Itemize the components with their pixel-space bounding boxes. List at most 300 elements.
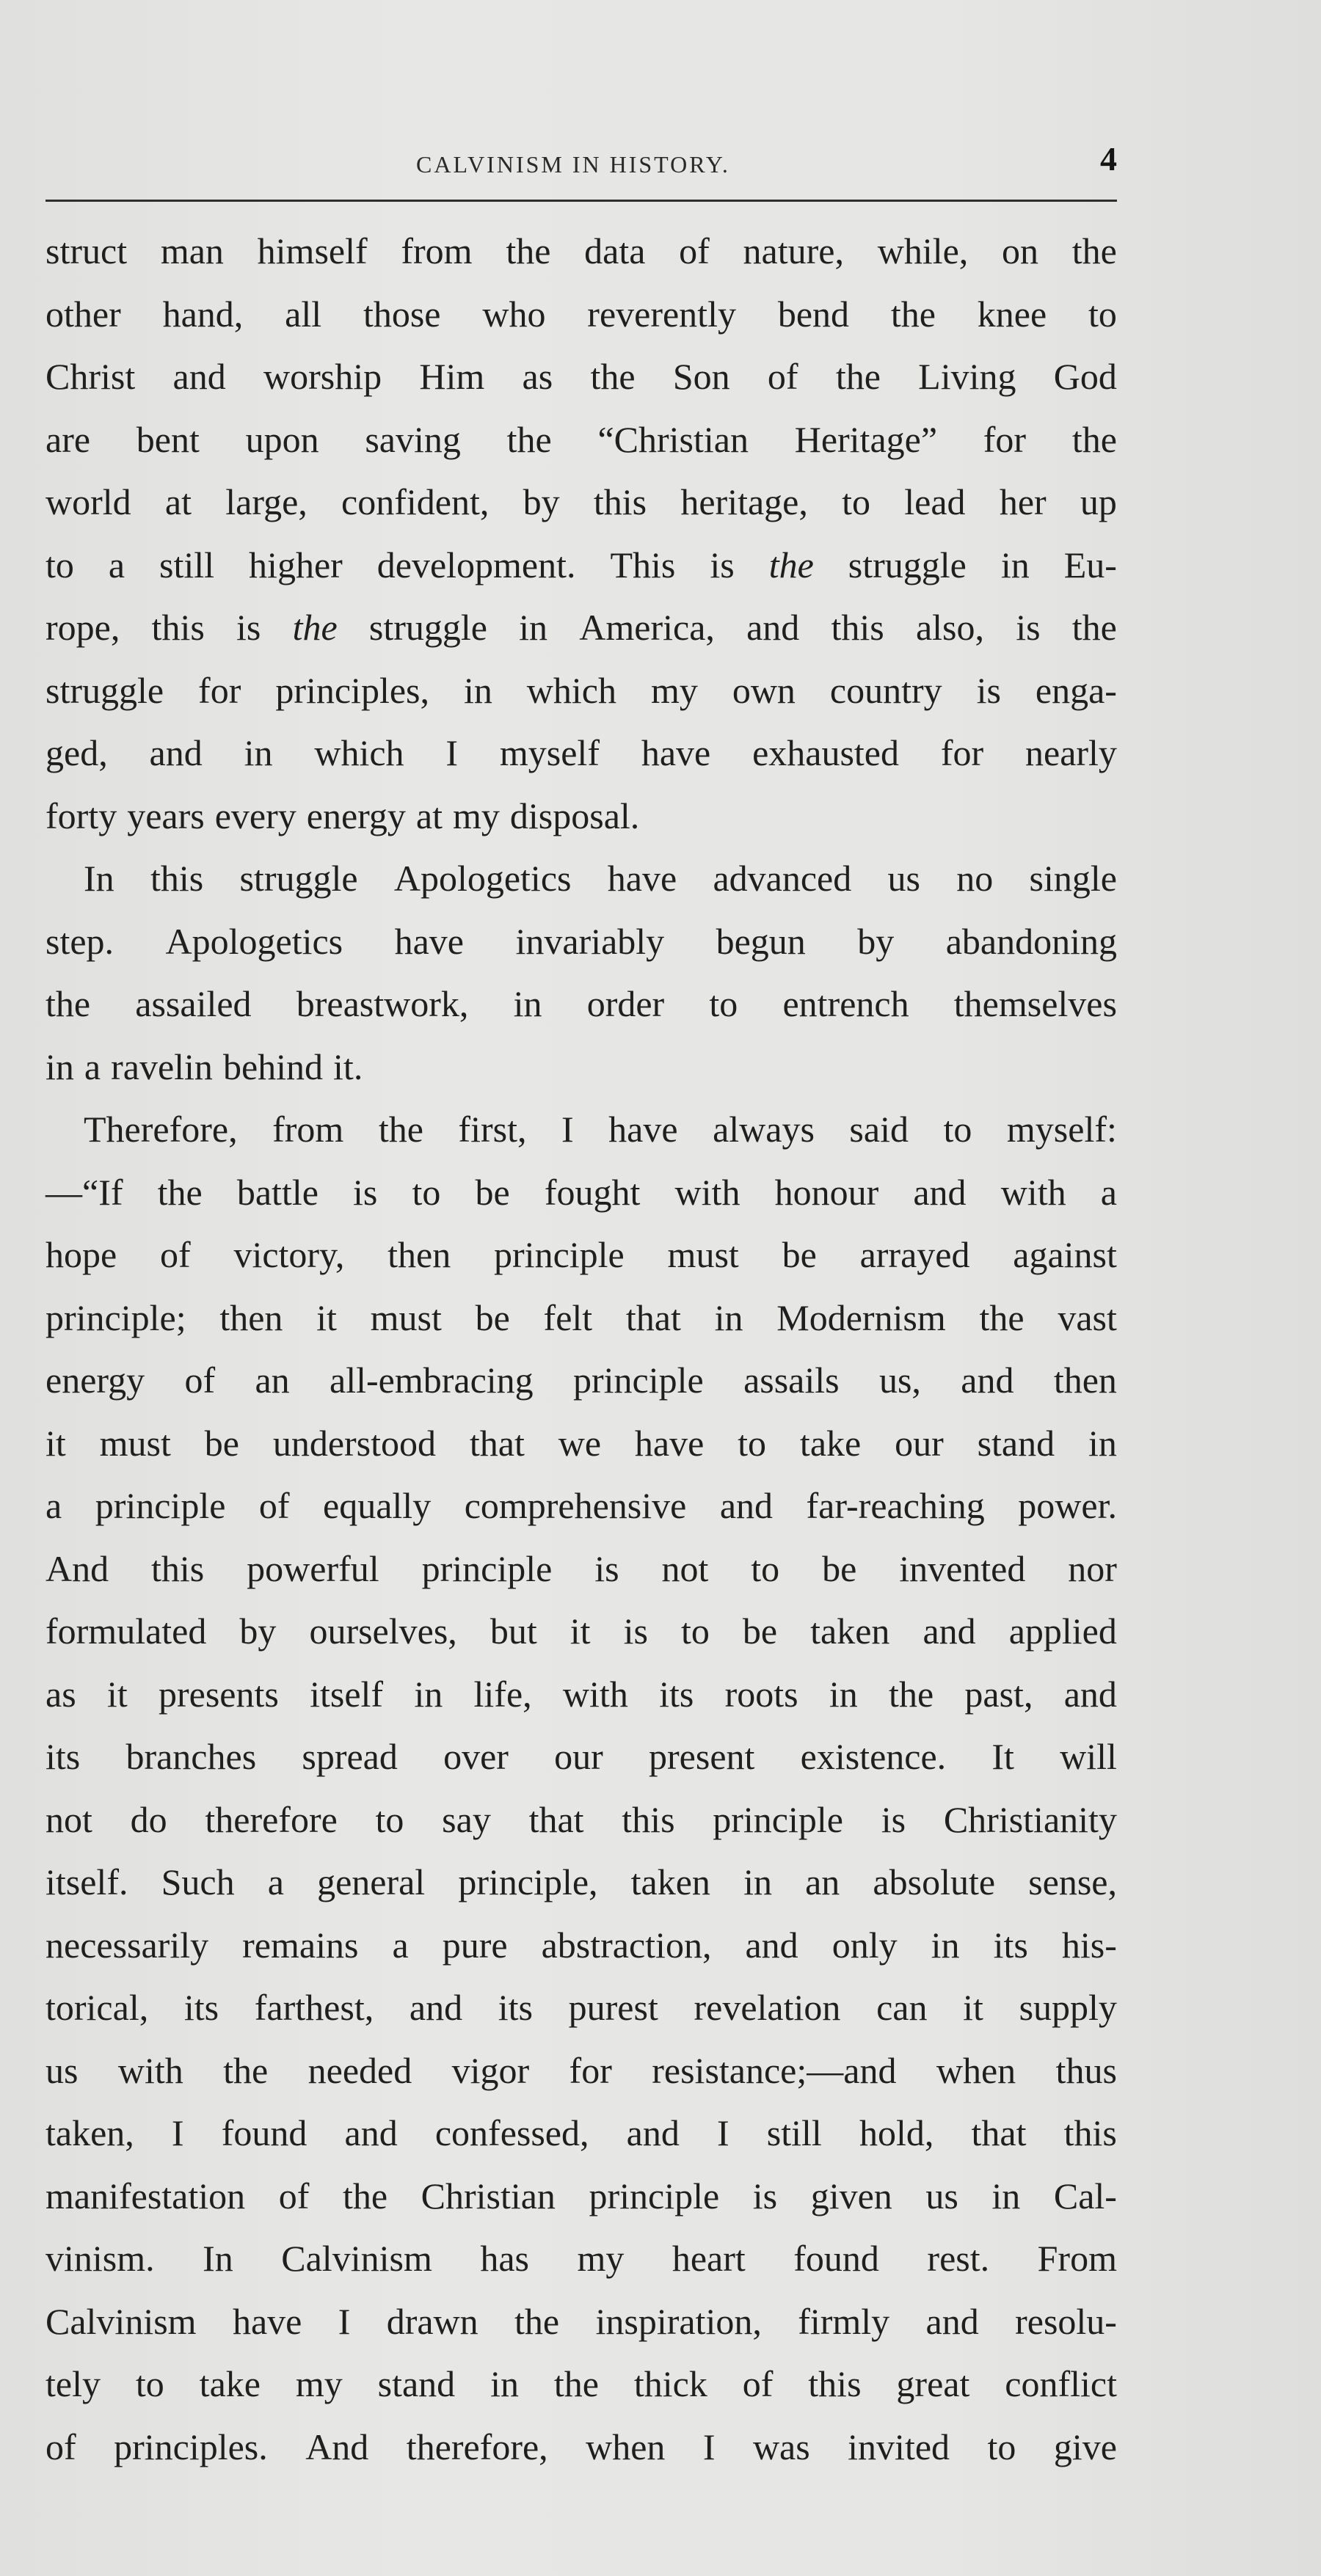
text-line [46, 596, 1117, 660]
word: was [752, 2426, 810, 2467]
word: then [219, 1296, 283, 1338]
word: understood [272, 1422, 437, 1464]
word: not [661, 1547, 709, 1589]
word: resolu- [1015, 2300, 1117, 2342]
word: Christ [46, 356, 136, 397]
word: supply [1019, 1987, 1117, 2028]
word: its [659, 1673, 694, 1715]
page-header [46, 139, 1117, 198]
word: abandoning [945, 920, 1117, 962]
word: it [569, 1610, 591, 1652]
word: taken, [46, 2112, 134, 2153]
word: pure [442, 1924, 508, 1966]
text-line [46, 471, 1117, 534]
word: a [108, 544, 125, 585]
text-line [46, 1475, 1117, 1538]
text-line [46, 785, 1117, 848]
word: no [956, 858, 994, 899]
word: firmly [798, 2300, 890, 2342]
text-line [46, 1036, 1117, 1099]
word: those [363, 293, 441, 335]
word: disposal. [509, 795, 640, 836]
word: general [317, 1861, 426, 1902]
word: to [987, 2426, 1016, 2467]
word: it [963, 1987, 983, 2028]
word: ravelin [111, 1046, 213, 1087]
word: always [713, 1109, 815, 1150]
word: in [829, 1673, 858, 1715]
word: are [46, 418, 91, 460]
text-line [46, 2227, 1117, 2291]
word: exhausted [752, 732, 899, 773]
word: that [469, 1422, 525, 1464]
word: my [650, 669, 698, 711]
word: is [236, 607, 261, 648]
word: can [876, 1987, 928, 2028]
word: which [526, 669, 616, 711]
word: Eu- [1063, 544, 1117, 585]
word: will [1060, 1736, 1117, 1777]
text-line [46, 660, 1117, 723]
word: And [46, 1547, 109, 1589]
text-line [46, 1412, 1117, 1475]
word: its [46, 1736, 81, 1777]
word: we [558, 1422, 602, 1464]
body-text [46, 220, 1117, 2478]
running-head: CALVINISM IN HISTORY. [416, 151, 730, 178]
word: formulated [46, 1610, 207, 1652]
word: principle, [458, 1861, 598, 1902]
word: energy [306, 795, 406, 836]
word: that [528, 1798, 584, 1840]
text-line [46, 220, 1117, 283]
word: heritage, [680, 481, 808, 522]
word: it [46, 1422, 66, 1464]
word: to [709, 983, 738, 1024]
word: enga- [1035, 669, 1117, 711]
word: a [267, 1861, 284, 1902]
text-line [46, 1851, 1117, 1914]
word: her [999, 481, 1047, 522]
text-line [46, 1287, 1117, 1350]
word: against [1013, 1234, 1117, 1275]
word: in [463, 669, 492, 711]
word: absolute [873, 1861, 996, 1902]
text-line [46, 409, 1117, 472]
word: this [808, 2363, 862, 2404]
word: the [292, 607, 338, 648]
word: Therefore, [84, 1109, 238, 1150]
text-line [46, 2040, 1117, 2103]
word: confessed, [434, 2112, 589, 2153]
word: principle [494, 1234, 625, 1275]
word: as [46, 1673, 76, 1715]
word: an [255, 1360, 290, 1401]
word: in [244, 732, 273, 773]
word: in [519, 607, 548, 648]
word: equally [323, 1485, 432, 1526]
word: not [46, 1798, 92, 1840]
word: take [199, 2363, 261, 2404]
word: honour [774, 1171, 879, 1213]
word: the [342, 2175, 388, 2216]
word: and [745, 1924, 798, 1966]
word: at [415, 795, 443, 836]
text-line [46, 1914, 1117, 1977]
word: given [810, 2175, 892, 2216]
word: itself [310, 1673, 384, 1715]
word: the [835, 356, 881, 397]
word: of [160, 1234, 191, 1275]
word: conflict [1005, 2363, 1117, 2404]
word: on [1002, 230, 1039, 271]
word: and [409, 1987, 463, 2028]
word: of [767, 356, 798, 397]
word: development. [376, 544, 576, 585]
word: hold, [859, 2112, 934, 2153]
word: vigor [451, 2049, 530, 2091]
word: to [842, 481, 871, 522]
word: to [375, 1798, 404, 1840]
word: the [590, 356, 636, 397]
word: worship [263, 356, 382, 397]
word: and [746, 607, 800, 648]
word: first, [458, 1109, 527, 1150]
word: the [223, 2049, 269, 2091]
word: stand [377, 2363, 456, 2404]
word: is [710, 544, 735, 585]
word: manifestation [46, 2175, 246, 2216]
word: it. [333, 1046, 363, 1087]
word: nearly [1025, 732, 1117, 773]
word: Calvinism [281, 2238, 432, 2279]
word: the [378, 1109, 423, 1150]
word: when [936, 2049, 1016, 2091]
word: to [135, 2363, 164, 2404]
text-line [46, 1600, 1117, 1663]
word: this [593, 481, 647, 522]
word: the [506, 230, 551, 271]
word: in [714, 1296, 743, 1338]
word: of [742, 2363, 774, 2404]
word: the [1071, 607, 1117, 648]
word: struct [46, 230, 128, 271]
word: forty [46, 795, 117, 836]
word: struggle [46, 669, 164, 711]
word: knee [977, 293, 1047, 335]
word: inspiration, [595, 2300, 762, 2342]
word: this [622, 1798, 675, 1840]
text-line [46, 1538, 1117, 1601]
word: the [890, 293, 936, 335]
word: reverently [587, 293, 736, 335]
word: myself: [1006, 1109, 1117, 1150]
word: be [475, 1296, 510, 1338]
word: ged, [46, 732, 108, 773]
word: invented [899, 1547, 1026, 1589]
word: in [513, 983, 542, 1024]
word: be [742, 1610, 778, 1652]
word: is [623, 1610, 648, 1652]
word: the [979, 1296, 1025, 1338]
word: taken [810, 1610, 890, 1652]
word: this [831, 607, 884, 648]
word: be [475, 1171, 510, 1213]
word: purest [568, 1987, 658, 2028]
word: to [46, 544, 74, 585]
word: for [569, 2049, 612, 2091]
word: assails [743, 1360, 840, 1401]
word: be [782, 1234, 817, 1275]
word: therefore, [406, 2426, 548, 2467]
word: an [805, 1861, 840, 1902]
page-number: 4 [1100, 140, 1117, 178]
word: say [442, 1798, 491, 1840]
word: I [445, 732, 459, 773]
word: It [991, 1736, 1014, 1777]
word: arrayed [859, 1234, 970, 1275]
word: a [1100, 1171, 1117, 1213]
word: in [46, 1046, 74, 1087]
word: have [232, 2300, 302, 2342]
word: country [829, 669, 942, 711]
word: its [993, 1924, 1028, 1966]
word: in [414, 1673, 443, 1715]
word: resistance;—and [652, 2049, 897, 2091]
word: Christianity [943, 1798, 1117, 1840]
word: us [46, 2049, 79, 2091]
word: life, [473, 1673, 532, 1715]
word: as [522, 356, 553, 397]
word: all [285, 293, 322, 335]
word: energy [46, 1360, 145, 1401]
word: taken [630, 1861, 710, 1902]
word: is [594, 1547, 619, 1589]
word: existence. [800, 1736, 947, 1777]
word: his- [1061, 1924, 1117, 1966]
word: our [895, 1422, 944, 1464]
word: of [679, 230, 710, 271]
word: applied [1008, 1610, 1117, 1652]
word: drawn [386, 2300, 478, 2342]
word: for [198, 669, 241, 711]
word: saving [365, 418, 461, 460]
word: have [608, 1109, 678, 1150]
word: the [157, 1171, 203, 1213]
word: In [84, 858, 114, 899]
text-line [46, 1161, 1117, 1225]
word: while, [877, 230, 969, 271]
word: and [626, 2112, 680, 2153]
word: presents [158, 1673, 279, 1715]
word: that [971, 2112, 1027, 2153]
text-line [46, 1098, 1117, 1161]
word: with [674, 1171, 740, 1213]
word: powerful [247, 1547, 379, 1589]
word: the [553, 2363, 599, 2404]
word: the [46, 983, 91, 1024]
word: our [554, 1736, 603, 1777]
word: us [887, 858, 920, 899]
word: Cal- [1053, 2175, 1117, 2216]
word: behind [222, 1046, 324, 1087]
word: nature, [743, 230, 844, 271]
text-line [46, 722, 1117, 785]
word: present [649, 1736, 755, 1777]
word: rest. [927, 2238, 990, 2279]
word: heart [672, 2238, 746, 2279]
word: that [625, 1296, 681, 1338]
word: have [641, 732, 711, 773]
word: branches [125, 1736, 257, 1777]
text-line [46, 2165, 1117, 2228]
word: which [314, 732, 404, 773]
word: must [370, 1296, 442, 1338]
word: farthest, [254, 1987, 374, 2028]
word: and [719, 1485, 774, 1526]
word: higher [249, 544, 343, 585]
word: order [586, 983, 665, 1024]
word: I [561, 1109, 574, 1150]
word: single [1029, 858, 1117, 899]
word: victory, [233, 1234, 345, 1275]
word: breastwork, [296, 983, 469, 1024]
word: therefore [205, 1798, 338, 1840]
word: its [183, 1987, 219, 2028]
word: us [925, 2175, 958, 2216]
word: of [184, 1360, 216, 1401]
word: Modernism [776, 1296, 946, 1338]
word: do [130, 1798, 167, 1840]
word: only [831, 1924, 898, 1966]
word: advanced [713, 858, 852, 899]
word: its [498, 1987, 533, 2028]
word: the [506, 418, 552, 460]
word: tely [46, 2363, 101, 2404]
word: the [768, 544, 814, 585]
word: God [1053, 356, 1117, 397]
word: in [991, 2175, 1021, 2216]
word: the [1071, 418, 1117, 460]
word: my [452, 795, 500, 836]
word: past, [964, 1673, 1033, 1715]
word: principle; [46, 1296, 186, 1338]
word: us, [878, 1360, 921, 1401]
header-rule [46, 200, 1117, 202]
word: and [344, 2112, 398, 2153]
word: Him [419, 356, 485, 397]
word: step. [46, 920, 114, 962]
text-line [46, 1789, 1117, 1852]
word: —“If [46, 1171, 123, 1213]
word: in [1000, 544, 1030, 585]
text-line [46, 847, 1117, 911]
word: In [203, 2238, 233, 2279]
word: the [514, 2300, 560, 2342]
word: to [1088, 293, 1117, 335]
word: thick [633, 2363, 707, 2404]
word: must [667, 1234, 739, 1275]
word: himself [257, 230, 368, 271]
word: roots [724, 1673, 798, 1715]
word: give [1053, 2426, 1117, 2467]
word: myself [499, 732, 600, 773]
word: all-embracing [330, 1360, 534, 1401]
word: America, [579, 607, 715, 648]
word: my [295, 2363, 343, 2404]
word: I [338, 2300, 351, 2342]
word: every [214, 795, 296, 836]
word: of [278, 2175, 310, 2216]
word: assailed [135, 983, 252, 1024]
word: up [1080, 481, 1117, 522]
text-line [46, 346, 1117, 409]
word: large, [225, 481, 307, 522]
word: to [738, 1422, 767, 1464]
word: Son [672, 356, 730, 397]
word: to [680, 1610, 710, 1652]
word: the [889, 1673, 934, 1715]
word: From [1037, 2238, 1117, 2279]
word: principle [573, 1360, 704, 1401]
text-line [46, 973, 1117, 1036]
word: and [172, 356, 226, 397]
word: other [46, 293, 121, 335]
word: themselves [953, 983, 1117, 1024]
word: also, [915, 607, 984, 648]
word: itself. [46, 1861, 128, 1902]
word: principle [589, 2175, 720, 2216]
word: still [159, 544, 215, 585]
word: to [751, 1547, 780, 1589]
text-line [46, 1726, 1117, 1789]
word: over [443, 1736, 509, 1777]
word: This [610, 544, 676, 585]
word: hand, [162, 293, 244, 335]
word: needed [307, 2049, 412, 2091]
word: when [586, 2426, 666, 2467]
word: battle [236, 1171, 319, 1213]
word: is [976, 669, 1001, 711]
word: have [394, 920, 464, 962]
word: stand [977, 1422, 1055, 1464]
word: bent [136, 418, 200, 460]
text-line [46, 1224, 1117, 1287]
text-line [46, 1977, 1117, 2040]
word: fought [544, 1171, 641, 1213]
word: vast [1058, 1296, 1117, 1338]
word: begun [716, 920, 806, 962]
word: sense, [1028, 1861, 1117, 1902]
word: man [160, 230, 224, 271]
word: struggle [239, 858, 358, 899]
word: this [151, 607, 205, 648]
text-line [46, 2416, 1117, 2479]
word: Such [161, 1861, 235, 1902]
word: years [127, 795, 205, 836]
word: Living [918, 356, 1016, 397]
word: a [84, 1046, 101, 1087]
word: necessarily [46, 1924, 209, 1966]
word: spread [302, 1736, 398, 1777]
word: I [702, 2426, 716, 2467]
word: to [412, 1171, 441, 1213]
word: Heritage” [794, 418, 938, 460]
word: at [164, 481, 192, 522]
word: data [584, 230, 646, 271]
text-line [46, 534, 1117, 597]
word: found [221, 2112, 307, 2153]
